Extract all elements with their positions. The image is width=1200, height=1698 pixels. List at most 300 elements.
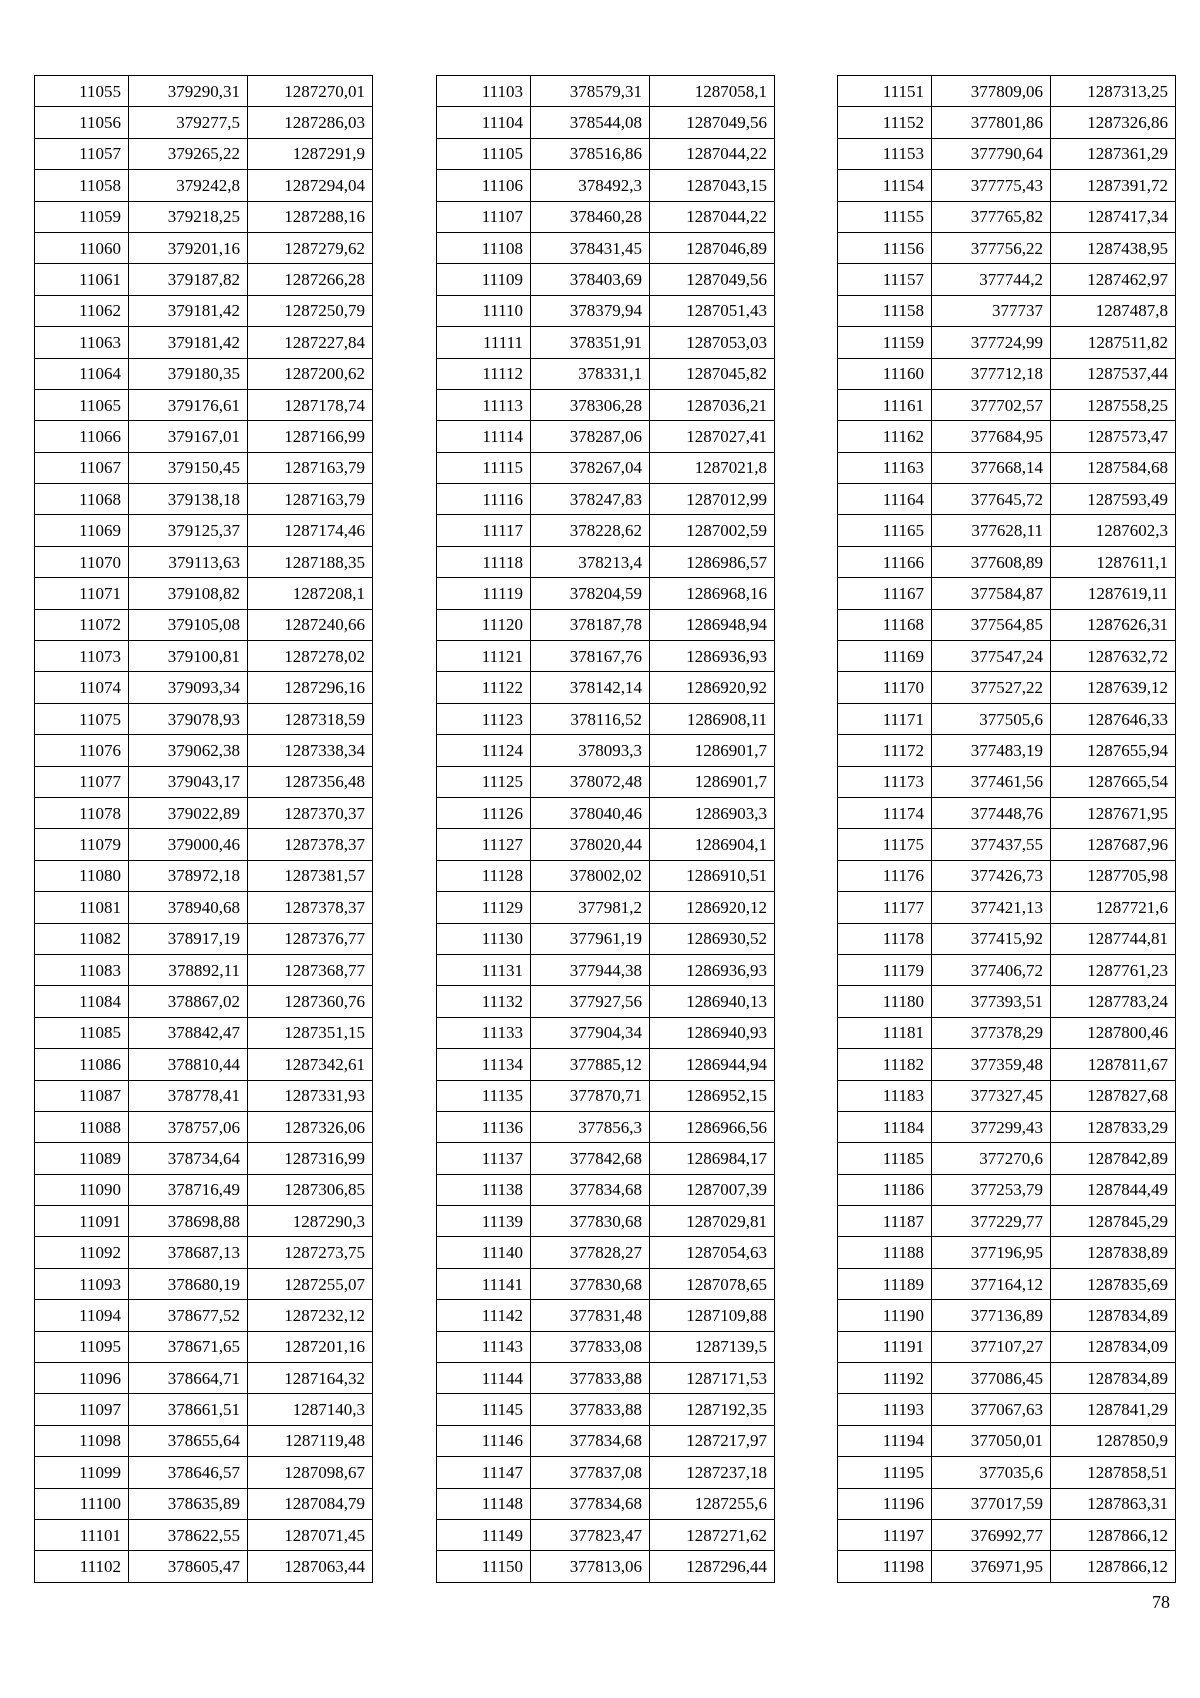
point-number-cell: 11192 <box>838 1363 932 1394</box>
x-coordinate-cell: 378204,59 <box>531 578 650 609</box>
x-coordinate-cell: 378661,51 <box>129 1394 248 1425</box>
x-coordinate-cell: 377067,63 <box>932 1394 1051 1425</box>
table-row <box>437 1049 775 1080</box>
y-coordinate-cell: 1287270,01 <box>248 76 373 107</box>
point-number-cell: 11093 <box>35 1268 129 1299</box>
x-coordinate-cell: 377229,77 <box>932 1206 1051 1237</box>
point-number-cell: 11061 <box>35 264 129 295</box>
point-number-cell: 11180 <box>838 986 932 1017</box>
table-row <box>838 264 1176 295</box>
y-coordinate-cell: 1287318,59 <box>248 703 373 734</box>
table-row <box>437 1300 775 1331</box>
y-coordinate-cell: 1286948,94 <box>650 609 775 640</box>
point-number-cell: 11086 <box>35 1049 129 1080</box>
x-coordinate-cell: 377164,12 <box>932 1268 1051 1299</box>
x-coordinate-cell: 378757,06 <box>129 1111 248 1142</box>
table-row <box>838 1519 1176 1550</box>
y-coordinate-cell: 1286940,93 <box>650 1017 775 1048</box>
x-coordinate-cell: 379181,42 <box>129 327 248 358</box>
table-row <box>437 1080 775 1111</box>
point-number-cell: 11108 <box>437 232 531 263</box>
table-row <box>838 295 1176 326</box>
x-coordinate-cell: 378972,18 <box>129 860 248 891</box>
table-row <box>838 1237 1176 1268</box>
x-coordinate-cell: 378351,91 <box>531 327 650 358</box>
point-number-cell: 11178 <box>838 923 932 954</box>
y-coordinate-cell: 1287053,03 <box>650 327 775 358</box>
y-coordinate-cell: 1286930,52 <box>650 923 775 954</box>
y-coordinate-cell: 1287188,35 <box>248 546 373 577</box>
y-coordinate-cell: 1287834,89 <box>1051 1363 1176 1394</box>
x-coordinate-cell: 378544,08 <box>531 107 650 138</box>
table-row <box>437 1331 775 1362</box>
x-coordinate-cell: 377837,08 <box>531 1457 650 1488</box>
table-row <box>35 1488 373 1519</box>
point-number-cell: 11170 <box>838 672 932 703</box>
table-row <box>35 358 373 389</box>
point-number-cell: 11098 <box>35 1425 129 1456</box>
y-coordinate-cell: 1287012,99 <box>650 484 775 515</box>
y-coordinate-cell: 1286966,56 <box>650 1111 775 1142</box>
table-row <box>838 829 1176 860</box>
point-number-cell: 11087 <box>35 1080 129 1111</box>
point-number-cell: 11144 <box>437 1363 531 1394</box>
y-coordinate-cell: 1286984,17 <box>650 1143 775 1174</box>
point-number-cell: 11193 <box>838 1394 932 1425</box>
table-row <box>35 515 373 546</box>
x-coordinate-cell: 377327,45 <box>932 1080 1051 1111</box>
x-coordinate-cell: 377448,76 <box>932 797 1051 828</box>
y-coordinate-cell: 1287271,62 <box>650 1519 775 1550</box>
table-row <box>35 766 373 797</box>
x-coordinate-cell: 378516,86 <box>531 138 650 169</box>
y-coordinate-cell: 1287049,56 <box>650 107 775 138</box>
point-number-cell: 11188 <box>838 1237 932 1268</box>
table-row <box>35 1519 373 1550</box>
y-coordinate-cell: 1287313,25 <box>1051 76 1176 107</box>
point-number-cell: 11078 <box>35 797 129 828</box>
point-number-cell: 11164 <box>838 484 932 515</box>
y-coordinate-cell: 1287593,49 <box>1051 484 1176 515</box>
x-coordinate-cell: 378842,47 <box>129 1017 248 1048</box>
x-coordinate-cell: 377885,12 <box>531 1049 650 1080</box>
x-coordinate-cell: 377547,24 <box>932 641 1051 672</box>
x-coordinate-cell: 379265,22 <box>129 138 248 169</box>
y-coordinate-cell: 1287273,75 <box>248 1237 373 1268</box>
table-row <box>437 797 775 828</box>
x-coordinate-cell: 378810,44 <box>129 1049 248 1080</box>
x-coordinate-cell: 378267,04 <box>531 452 650 483</box>
x-coordinate-cell: 379093,34 <box>129 672 248 703</box>
y-coordinate-cell: 1287288,16 <box>248 201 373 232</box>
table-row <box>838 515 1176 546</box>
point-number-cell: 11173 <box>838 766 932 797</box>
y-coordinate-cell: 1287163,79 <box>248 484 373 515</box>
table-row <box>437 327 775 358</box>
table-row <box>437 1519 775 1550</box>
y-coordinate-cell: 1287291,9 <box>248 138 373 169</box>
y-coordinate-cell: 1287201,16 <box>248 1331 373 1362</box>
point-number-cell: 11137 <box>437 1143 531 1174</box>
y-coordinate-cell: 1287811,67 <box>1051 1049 1176 1080</box>
x-coordinate-cell: 377608,89 <box>932 546 1051 577</box>
table-row <box>437 201 775 232</box>
y-coordinate-cell: 1287316,99 <box>248 1143 373 1174</box>
x-coordinate-cell: 378940,68 <box>129 892 248 923</box>
point-number-cell: 11166 <box>838 546 932 577</box>
point-number-cell: 11146 <box>437 1425 531 1456</box>
x-coordinate-cell: 377744,2 <box>932 264 1051 295</box>
x-coordinate-cell: 377378,29 <box>932 1017 1051 1048</box>
x-coordinate-cell: 377668,14 <box>932 452 1051 483</box>
point-number-cell: 11145 <box>437 1394 531 1425</box>
point-number-cell: 11106 <box>437 170 531 201</box>
table-row <box>838 1080 1176 1111</box>
y-coordinate-cell: 1287639,12 <box>1051 672 1176 703</box>
y-coordinate-cell: 1287844,49 <box>1051 1174 1176 1205</box>
table-row <box>838 703 1176 734</box>
point-number-cell: 11066 <box>35 421 129 452</box>
y-coordinate-cell: 1287296,16 <box>248 672 373 703</box>
x-coordinate-cell: 378778,41 <box>129 1080 248 1111</box>
table-row <box>35 389 373 420</box>
point-number-cell: 11072 <box>35 609 129 640</box>
y-coordinate-cell: 1287356,48 <box>248 766 373 797</box>
table-row <box>437 295 775 326</box>
point-number-cell: 11070 <box>35 546 129 577</box>
table-row <box>35 1017 373 1048</box>
table-row <box>35 923 373 954</box>
x-coordinate-cell: 377421,13 <box>932 892 1051 923</box>
point-number-cell: 11168 <box>838 609 932 640</box>
point-number-cell: 11165 <box>838 515 932 546</box>
table-row <box>35 641 373 672</box>
point-number-cell: 11135 <box>437 1080 531 1111</box>
y-coordinate-cell: 1287278,02 <box>248 641 373 672</box>
y-coordinate-cell: 1287391,72 <box>1051 170 1176 201</box>
y-coordinate-cell: 1286952,15 <box>650 1080 775 1111</box>
table-row <box>838 1049 1176 1080</box>
x-coordinate-cell: 379277,5 <box>129 107 248 138</box>
point-number-cell: 11075 <box>35 703 129 734</box>
y-coordinate-cell: 1287838,89 <box>1051 1237 1176 1268</box>
x-coordinate-cell: 377017,59 <box>932 1488 1051 1519</box>
point-number-cell: 11185 <box>838 1143 932 1174</box>
x-coordinate-cell: 377299,43 <box>932 1111 1051 1142</box>
point-number-cell: 11131 <box>437 954 531 985</box>
table-row <box>838 484 1176 515</box>
y-coordinate-cell: 1287835,69 <box>1051 1268 1176 1299</box>
point-number-cell: 11115 <box>437 452 531 483</box>
x-coordinate-cell: 377831,48 <box>531 1300 650 1331</box>
y-coordinate-cell: 1287619,11 <box>1051 578 1176 609</box>
point-number-cell: 11090 <box>35 1174 129 1205</box>
point-number-cell: 11117 <box>437 515 531 546</box>
point-number-cell: 11085 <box>35 1017 129 1048</box>
point-number-cell: 11092 <box>35 1237 129 1268</box>
table-row <box>35 76 373 107</box>
table-row <box>437 1394 775 1425</box>
y-coordinate-cell: 1287834,89 <box>1051 1300 1176 1331</box>
point-number-cell: 11063 <box>35 327 129 358</box>
point-number-cell: 11068 <box>35 484 129 515</box>
y-coordinate-cell: 1287863,31 <box>1051 1488 1176 1519</box>
table-row <box>838 1488 1176 1519</box>
y-coordinate-cell: 1287306,85 <box>248 1174 373 1205</box>
table-row <box>437 1268 775 1299</box>
table-row <box>838 1206 1176 1237</box>
x-coordinate-cell: 377461,56 <box>932 766 1051 797</box>
y-coordinate-cell: 1287342,61 <box>248 1049 373 1080</box>
y-coordinate-cell: 1287331,93 <box>248 1080 373 1111</box>
point-number-cell: 11136 <box>437 1111 531 1142</box>
table-row <box>437 1174 775 1205</box>
table-row <box>838 1268 1176 1299</box>
point-number-cell: 11057 <box>35 138 129 169</box>
point-number-cell: 11149 <box>437 1519 531 1550</box>
table-row <box>35 1457 373 1488</box>
coordinate-table-2 <box>436 75 775 1583</box>
table-row <box>838 1300 1176 1331</box>
y-coordinate-cell: 1287217,97 <box>650 1425 775 1456</box>
table-row <box>437 138 775 169</box>
y-coordinate-cell: 1287558,25 <box>1051 389 1176 420</box>
point-number-cell: 11153 <box>838 138 932 169</box>
y-coordinate-cell: 1287266,28 <box>248 264 373 295</box>
x-coordinate-cell: 377628,11 <box>932 515 1051 546</box>
table-row <box>35 1206 373 1237</box>
point-number-cell: 11198 <box>838 1551 932 1582</box>
table-row <box>838 1457 1176 1488</box>
x-coordinate-cell: 377944,38 <box>531 954 650 985</box>
y-coordinate-cell: 1287286,03 <box>248 107 373 138</box>
point-number-cell: 11187 <box>838 1206 932 1237</box>
x-coordinate-cell: 379218,25 <box>129 201 248 232</box>
point-number-cell: 11152 <box>838 107 932 138</box>
point-number-cell: 11079 <box>35 829 129 860</box>
point-number-cell: 11064 <box>35 358 129 389</box>
x-coordinate-cell: 377834,68 <box>531 1425 650 1456</box>
table-row <box>35 1174 373 1205</box>
y-coordinate-cell: 1287078,65 <box>650 1268 775 1299</box>
table-row <box>437 1017 775 1048</box>
table-row <box>35 1331 373 1362</box>
table-row <box>35 421 373 452</box>
table-row <box>437 1425 775 1456</box>
point-number-cell: 11184 <box>838 1111 932 1142</box>
table-row <box>838 672 1176 703</box>
y-coordinate-cell: 1287360,76 <box>248 986 373 1017</box>
table-row <box>437 892 775 923</box>
x-coordinate-cell: 377801,86 <box>932 107 1051 138</box>
y-coordinate-cell: 1287049,56 <box>650 264 775 295</box>
table-row <box>35 1425 373 1456</box>
point-number-cell: 11094 <box>35 1300 129 1331</box>
point-number-cell: 11056 <box>35 107 129 138</box>
y-coordinate-cell: 1287044,22 <box>650 201 775 232</box>
x-coordinate-cell: 379290,31 <box>129 76 248 107</box>
y-coordinate-cell: 1287842,89 <box>1051 1143 1176 1174</box>
table-row <box>35 201 373 232</box>
y-coordinate-cell: 1286920,12 <box>650 892 775 923</box>
y-coordinate-cell: 1286936,93 <box>650 641 775 672</box>
point-number-cell: 11055 <box>35 76 129 107</box>
point-number-cell: 11148 <box>437 1488 531 1519</box>
y-coordinate-cell: 1287351,15 <box>248 1017 373 1048</box>
table-row <box>437 860 775 891</box>
table-row <box>35 170 373 201</box>
table-row <box>838 546 1176 577</box>
y-coordinate-cell: 1287029,81 <box>650 1206 775 1237</box>
table-row <box>838 452 1176 483</box>
table-row <box>437 1111 775 1142</box>
y-coordinate-cell: 1287866,12 <box>1051 1519 1176 1550</box>
y-coordinate-cell: 1286986,57 <box>650 546 775 577</box>
point-number-cell: 11147 <box>437 1457 531 1488</box>
point-number-cell: 11083 <box>35 954 129 985</box>
point-number-cell: 11065 <box>35 389 129 420</box>
x-coordinate-cell: 378664,71 <box>129 1363 248 1394</box>
table-row <box>838 170 1176 201</box>
x-coordinate-cell: 377196,95 <box>932 1237 1051 1268</box>
point-number-cell: 11141 <box>437 1268 531 1299</box>
table-row <box>838 923 1176 954</box>
y-coordinate-cell: 1287051,43 <box>650 295 775 326</box>
y-coordinate-cell: 1287140,3 <box>248 1394 373 1425</box>
table-row <box>35 703 373 734</box>
x-coordinate-cell: 378579,31 <box>531 76 650 107</box>
point-number-cell: 11143 <box>437 1331 531 1362</box>
x-coordinate-cell: 377702,57 <box>932 389 1051 420</box>
y-coordinate-cell: 1287721,6 <box>1051 892 1176 923</box>
y-coordinate-cell: 1286901,7 <box>650 735 775 766</box>
table-row <box>838 1363 1176 1394</box>
table-row <box>437 1363 775 1394</box>
point-number-cell: 11096 <box>35 1363 129 1394</box>
x-coordinate-cell: 379201,16 <box>129 232 248 263</box>
point-number-cell: 11125 <box>437 766 531 797</box>
y-coordinate-cell: 1287109,88 <box>650 1300 775 1331</box>
y-coordinate-cell: 1287240,66 <box>248 609 373 640</box>
table-row <box>437 829 775 860</box>
table-row <box>437 1237 775 1268</box>
table-row <box>35 1268 373 1299</box>
y-coordinate-cell: 1287761,23 <box>1051 954 1176 985</box>
point-number-cell: 11104 <box>437 107 531 138</box>
y-coordinate-cell: 1287602,3 <box>1051 515 1176 546</box>
point-number-cell: 11186 <box>838 1174 932 1205</box>
page-number: 78 <box>1152 1592 1170 1612</box>
coordinate-table-1 <box>34 75 373 1583</box>
x-coordinate-cell: 377415,92 <box>932 923 1051 954</box>
x-coordinate-cell: 379100,81 <box>129 641 248 672</box>
x-coordinate-cell: 378306,28 <box>531 389 650 420</box>
y-coordinate-cell: 1287626,31 <box>1051 609 1176 640</box>
x-coordinate-cell: 378020,44 <box>531 829 650 860</box>
point-number-cell: 11159 <box>838 327 932 358</box>
x-coordinate-cell: 378187,78 <box>531 609 650 640</box>
point-number-cell: 11116 <box>437 484 531 515</box>
x-coordinate-cell: 379242,8 <box>129 170 248 201</box>
y-coordinate-cell: 1287171,53 <box>650 1363 775 1394</box>
point-number-cell: 11126 <box>437 797 531 828</box>
table-row <box>35 797 373 828</box>
point-number-cell: 11069 <box>35 515 129 546</box>
table-row <box>35 892 373 923</box>
point-number-cell: 11107 <box>437 201 531 232</box>
table-row <box>437 703 775 734</box>
x-coordinate-cell: 379108,82 <box>129 578 248 609</box>
table-row <box>35 264 373 295</box>
x-coordinate-cell: 377035,6 <box>932 1457 1051 1488</box>
table-row <box>838 1017 1176 1048</box>
y-coordinate-cell: 1287021,8 <box>650 452 775 483</box>
point-number-cell: 11099 <box>35 1457 129 1488</box>
table-row <box>437 986 775 1017</box>
y-coordinate-cell: 1287045,82 <box>650 358 775 389</box>
point-number-cell: 11156 <box>838 232 932 263</box>
table-row <box>35 484 373 515</box>
point-number-cell: 11128 <box>437 860 531 891</box>
point-number-cell: 11138 <box>437 1174 531 1205</box>
point-number-cell: 11123 <box>437 703 531 734</box>
x-coordinate-cell: 378677,52 <box>129 1300 248 1331</box>
x-coordinate-cell: 378093,3 <box>531 735 650 766</box>
point-number-cell: 11100 <box>35 1488 129 1519</box>
point-number-cell: 11182 <box>838 1049 932 1080</box>
table-row <box>437 546 775 577</box>
y-coordinate-cell: 1287232,12 <box>248 1300 373 1331</box>
y-coordinate-cell: 1287800,46 <box>1051 1017 1176 1048</box>
point-number-cell: 11095 <box>35 1331 129 1362</box>
table-row <box>437 672 775 703</box>
point-number-cell: 11112 <box>437 358 531 389</box>
point-number-cell: 11189 <box>838 1268 932 1299</box>
y-coordinate-cell: 1287007,39 <box>650 1174 775 1205</box>
y-coordinate-cell: 1287671,95 <box>1051 797 1176 828</box>
point-number-cell: 11133 <box>437 1017 531 1048</box>
point-number-cell: 11150 <box>437 1551 531 1582</box>
x-coordinate-cell: 377086,45 <box>932 1363 1051 1394</box>
x-coordinate-cell: 377564,85 <box>932 609 1051 640</box>
y-coordinate-cell: 1287237,18 <box>650 1457 775 1488</box>
table-row <box>35 1237 373 1268</box>
y-coordinate-cell: 1287573,47 <box>1051 421 1176 452</box>
y-coordinate-cell: 1287584,68 <box>1051 452 1176 483</box>
table-row <box>35 829 373 860</box>
x-coordinate-cell: 378687,13 <box>129 1237 248 1268</box>
point-number-cell: 11194 <box>838 1425 932 1456</box>
y-coordinate-cell: 1286908,11 <box>650 703 775 734</box>
table-row <box>838 76 1176 107</box>
x-coordinate-cell: 377842,68 <box>531 1143 650 1174</box>
x-coordinate-cell: 377107,27 <box>932 1331 1051 1362</box>
x-coordinate-cell: 378671,65 <box>129 1331 248 1362</box>
table-row <box>838 954 1176 985</box>
point-number-cell: 11102 <box>35 1551 129 1582</box>
table-row <box>35 1363 373 1394</box>
point-number-cell: 11191 <box>838 1331 932 1362</box>
y-coordinate-cell: 1287834,09 <box>1051 1331 1176 1362</box>
point-number-cell: 11181 <box>838 1017 932 1048</box>
x-coordinate-cell: 378622,55 <box>129 1519 248 1550</box>
y-coordinate-cell: 1286944,94 <box>650 1049 775 1080</box>
x-coordinate-cell: 379062,38 <box>129 735 248 766</box>
x-coordinate-cell: 377270,6 <box>932 1143 1051 1174</box>
y-coordinate-cell: 1287046,89 <box>650 232 775 263</box>
table-row <box>437 76 775 107</box>
x-coordinate-cell: 379180,35 <box>129 358 248 389</box>
